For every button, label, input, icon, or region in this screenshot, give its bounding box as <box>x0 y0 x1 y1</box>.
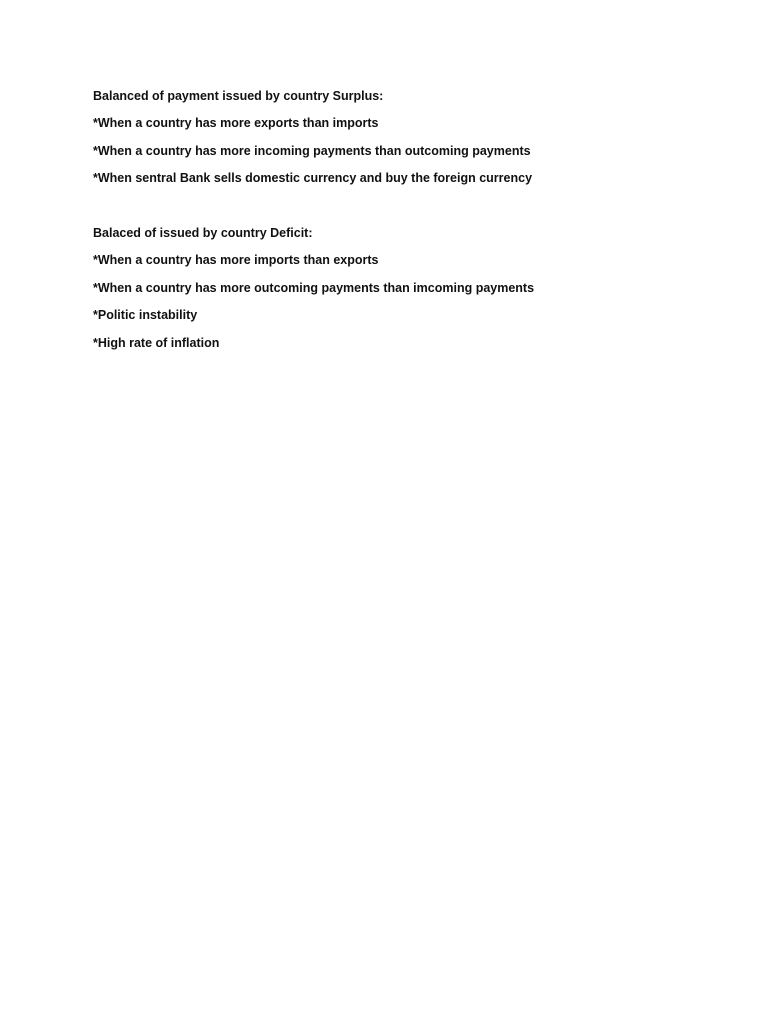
deficit-item: *When a country has more imports than exports <box>93 253 379 268</box>
deficit-item: *When a country has more outcoming payments than imcoming payments <box>93 280 535 295</box>
document-body <box>93 86 733 360</box>
deficit-item: *Politic instability <box>93 308 198 323</box>
surplus-item: *When a country has more exports than imports <box>93 116 379 131</box>
deficit-heading: Balaced of issued by country Deficit: <box>93 225 313 240</box>
deficit-item: *High rate of inflation <box>93 335 220 350</box>
surplus-item: *When a country has more incoming payments than outcoming payments <box>93 143 531 158</box>
section-spacer <box>93 196 733 223</box>
surplus-heading: Balanced of payment issued by country Surplus: <box>93 89 384 103</box>
surplus-item: *When sentral Bank sells domestic currency and buy the foreign currency <box>93 171 533 186</box>
